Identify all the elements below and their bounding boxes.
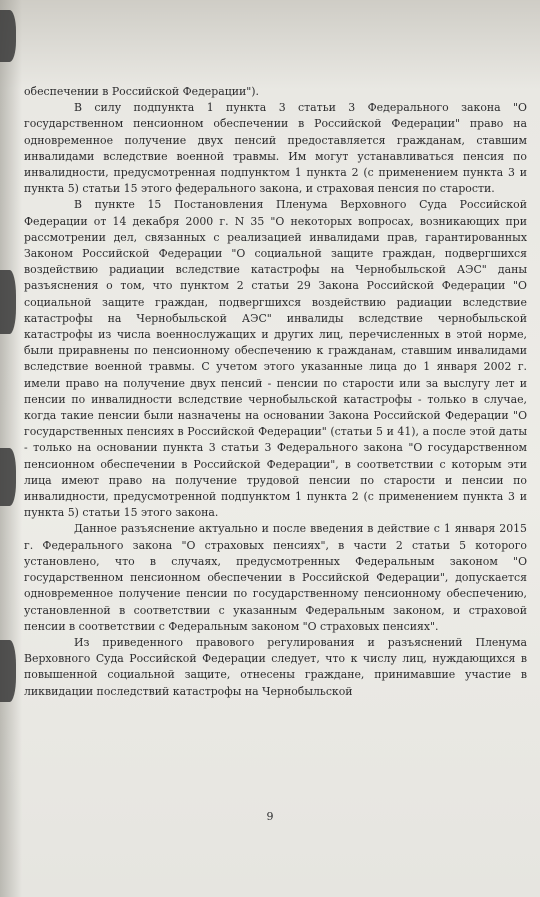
binder-hole-mark (0, 640, 16, 702)
paragraph: Из приведенного правового регулирования и разъяснений Пленума Верховного Суда Российской Федерации следует, что к числу лиц, нуждающихся в повышенной социальной защите, отнесены граждане, принимавшие участие в ликвидации последствий катастрофы на Чернобыльской (24, 635, 527, 698)
paragraph: В силу подпункта 1 пункта 3 статьи 3 Федерального закона "О государственном пенсионном обеспечении в Российской Федерации" право на одновременное получение двух пенсий предоставляется гражданам, ставшим инвалидами вследствие военной травмы. Им могут устанавливаться пенсия по инвалидности, предусмотренная подпунктом 1 пункта 2 (с применением пункта 3 и пункта 5) статьи 15 этого федерального закона, и страховая пенсия по старости. (24, 101, 527, 196)
paragraph: В пункте 15 Постановления Пленума Верховного Суда Российской Федерации от 14 декабря 2000 г. N 35 "О некоторых вопросах, возникающих при рассмотрении дел, связанных с реализацией инвалидами прав, гарантированных Законом Российской Федерации "О социальной защите граждан, подвергшихся воздействию радиации вследствие катастрофы на Чернобыльской АЭС" даны разъяснения о том, что пунктом 2 статьи 29 Закона Российской Федерации "О социальной защите граждан, подвергшихся воздействию радиации вследствие катастрофы на Чернобыльской АЭС" инвалиды вследствие чернобыльской катастрофы из числа военнослужащих и других лиц, перечисленных в этой норме, были приравнены по пенсионному обеспечению к гражданам, ставшим инвалидами вследствие военной травмы. С учетом этого указанные лица до 1 января 2002 г. имели право на получение двух пенсий - пенсии по старости или за выслугу лет и пенсии по инвалидности вследствие чернобыльской катастрофы - только в случае, когда такие пенсии были назначены на основании Закона Российской Федерации "О государственных пенсиях в Российской Федерации" (статьи 5 и 41), а после этой даты - только на основании пункта 3 статьи 3 Федерального закона "О государственном пенсионном обеспечении в Российской Федерации", в соответствии с которым эти лица имеют право на получение трудовой пенсии по старости и пенсии по инвалидности, предусмотренной подпунктом 1 пункта 2 (с применением пункта 3 и пункта 5) статьи 15 этого закона. (24, 198, 527, 520)
paragraph: обеспечении в Российской Федерации"). (24, 85, 259, 98)
paragraph: Данное разъяснение актуально и после введения в действие с 1 января 2015 г. Федерального закона "О страховых пенсиях", в части 2 статьи 5 которого установлено, что в случаях, предусмотренных Федеральным законом "О государственном пенсионном обеспечении в Российской Федерации", допускается одновременное получение пенсии по государственному пенсионному обеспечению, установленной в соответствии с указанным Федеральным законом, и страховой пенсии в соответствии с Федеральным законом "О страховых пенсиях". (24, 522, 527, 633)
page-number: 9 (266, 810, 274, 823)
binder-hole-mark (0, 270, 16, 334)
binder-hole-mark (0, 10, 16, 62)
binder-hole-mark (0, 448, 16, 506)
document-body (24, 84, 527, 700)
